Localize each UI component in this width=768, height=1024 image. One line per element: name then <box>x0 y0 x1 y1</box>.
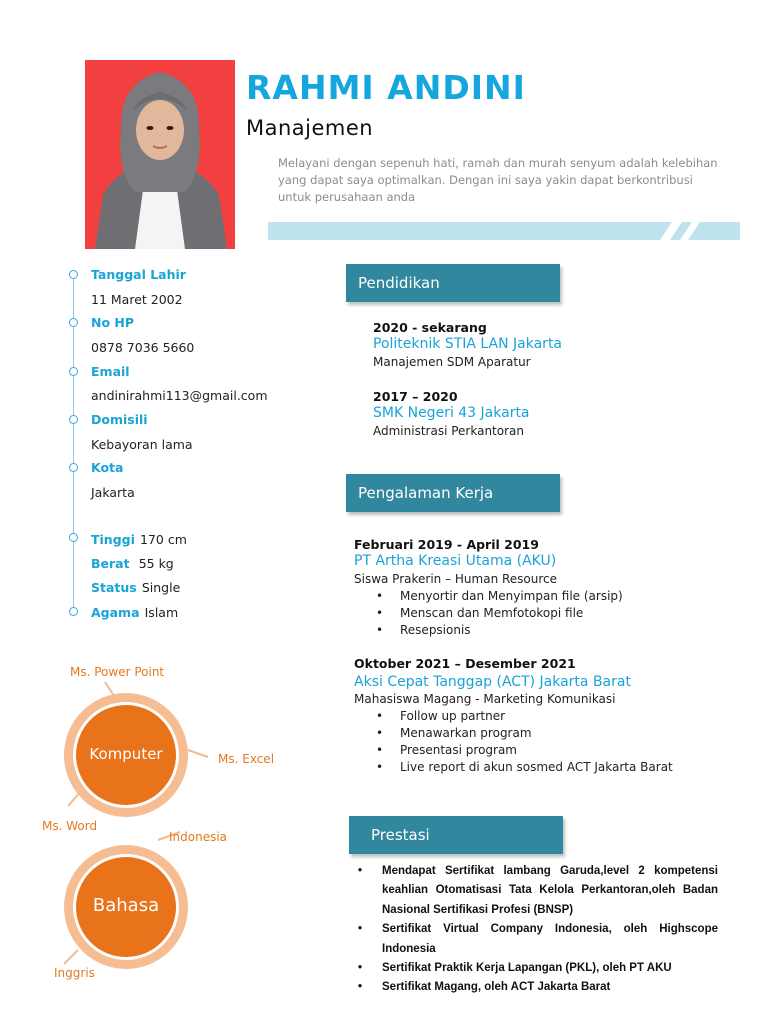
height-row <box>91 529 187 548</box>
timeline-dot <box>69 270 78 279</box>
achievements-list <box>382 862 718 998</box>
exp-position: Siswa Prakerin – Human Resource <box>354 572 558 586</box>
domicile-value: Kebayoran lama <box>91 437 193 452</box>
list-item: • Mendapat Sertifikat lambang Garuda,level 2 kompetensi keahlian Otomatisasi Tata Kelola Perkantoran,oleh Badan Nasional Sertifikasi Profesi (BNSP) <box>382 862 718 920</box>
achievements-title: Prestasi <box>371 826 430 844</box>
list-item: • Follow up partner <box>400 708 673 725</box>
timeline-dot <box>69 318 78 327</box>
edu-period: 2020 - sekarang <box>373 320 487 335</box>
domicile-label: Domisili <box>91 412 148 427</box>
status-row <box>91 577 180 596</box>
birthdate-label: Tanggal Lahir <box>91 267 186 282</box>
exp-task-list <box>400 588 623 639</box>
list-item: • Menyortir dan Menyimpan file (arsip) <box>400 588 623 605</box>
list-item: • Live report di akun sosmed ACT Jakarta Barat <box>400 759 673 776</box>
religion-label: Agama <box>91 605 140 620</box>
exp-company: PT Artha Kreasi Utama (AKU) <box>354 553 557 569</box>
phone-value: 0878 7036 5660 <box>91 340 195 355</box>
computer-circle-title: Komputer <box>89 745 163 763</box>
edu-major: Administrasi Perkantoran <box>373 424 524 438</box>
edu-major: Manajemen SDM Aparatur <box>373 355 531 369</box>
exp-period: Februari 2019 - April 2019 <box>354 537 539 552</box>
candidate-role: Manajemen <box>246 116 374 140</box>
summary-text: Melayani dengan sepenuh hati, ramah dan murah senyum adalah kelebihan yang dapat saya optimalkan. Dengan ini saya yakin dapat berkontribusi untuk perusahaan anda <box>278 156 718 204</box>
status-label: Status <box>91 580 137 595</box>
list-item: • Sertifikat Praktik Kerja Lapangan (PKL), oleh PT AKU <box>382 959 718 978</box>
list-item: • Resepsionis <box>400 622 623 639</box>
height-label: Tinggi <box>91 532 135 547</box>
experience-header <box>346 474 560 512</box>
language-circle-title: Bahasa <box>92 895 160 916</box>
edu-school: SMK Negeri 43 Jakarta <box>373 405 530 421</box>
city-value: Jakarta <box>91 485 135 500</box>
timeline-dot <box>69 463 78 472</box>
timeline-dot <box>69 415 78 424</box>
religion-value: Islam <box>144 605 179 620</box>
skill-english: Inggris <box>54 966 95 980</box>
list-item: • Presentasi program <box>400 742 673 759</box>
list-item: • Sertifikat Magang, oleh ACT Jakarta Barat <box>382 978 718 997</box>
status-value: Single <box>141 580 181 595</box>
weight-value: 55 kg <box>138 556 174 571</box>
skill-word: Ms. Word <box>42 819 98 833</box>
height-value: 170 cm <box>139 532 187 547</box>
skill-powerpoint: Ms. Power Point <box>70 665 165 679</box>
candidate-name: RAHMI ANDINI <box>246 68 526 107</box>
list-item: • Menscan dan Memfotokopi file <box>400 605 623 622</box>
timeline-dot <box>69 367 78 376</box>
list-item: • Menawarkan program <box>400 725 673 742</box>
exp-company: Aksi Cepat Tanggap (ACT) Jakarta Barat <box>354 674 631 690</box>
list-item: • Sertifikat Virtual Company Indonesia, oleh Highscope Indonesia <box>382 920 718 959</box>
edu-school: Politeknik STIA LAN Jakarta <box>373 336 563 352</box>
achievements-header <box>349 816 563 854</box>
religion-row <box>91 602 178 621</box>
education-header <box>346 264 560 302</box>
skill-excel: Ms. Excel <box>218 752 275 766</box>
email-value: andinirahmi113@gmail.com <box>91 388 268 403</box>
timeline-dot <box>69 533 78 542</box>
exp-period: Oktober 2021 – Desember 2021 <box>354 656 576 671</box>
birthdate-value: 11 Maret 2002 <box>91 292 183 307</box>
profile-photo <box>85 60 235 249</box>
email-label: Email <box>91 364 130 379</box>
skill-indonesia: Indonesia <box>169 830 228 844</box>
exp-position: Mahasiswa Magang - Marketing Komunikasi <box>354 692 616 706</box>
timeline-dot <box>69 607 78 616</box>
education-title: Pendidikan <box>358 274 440 292</box>
edu-period: 2017 – 2020 <box>373 389 458 404</box>
exp-task-list <box>400 708 673 776</box>
phone-label: No HP <box>91 315 135 330</box>
skills-graphic <box>30 660 290 1000</box>
weight-row <box>91 553 174 572</box>
city-label: Kota <box>91 460 124 475</box>
weight-label: Berat <box>91 556 130 571</box>
experience-title: Pengalaman Kerja <box>358 484 494 502</box>
header-stripe <box>268 222 740 240</box>
